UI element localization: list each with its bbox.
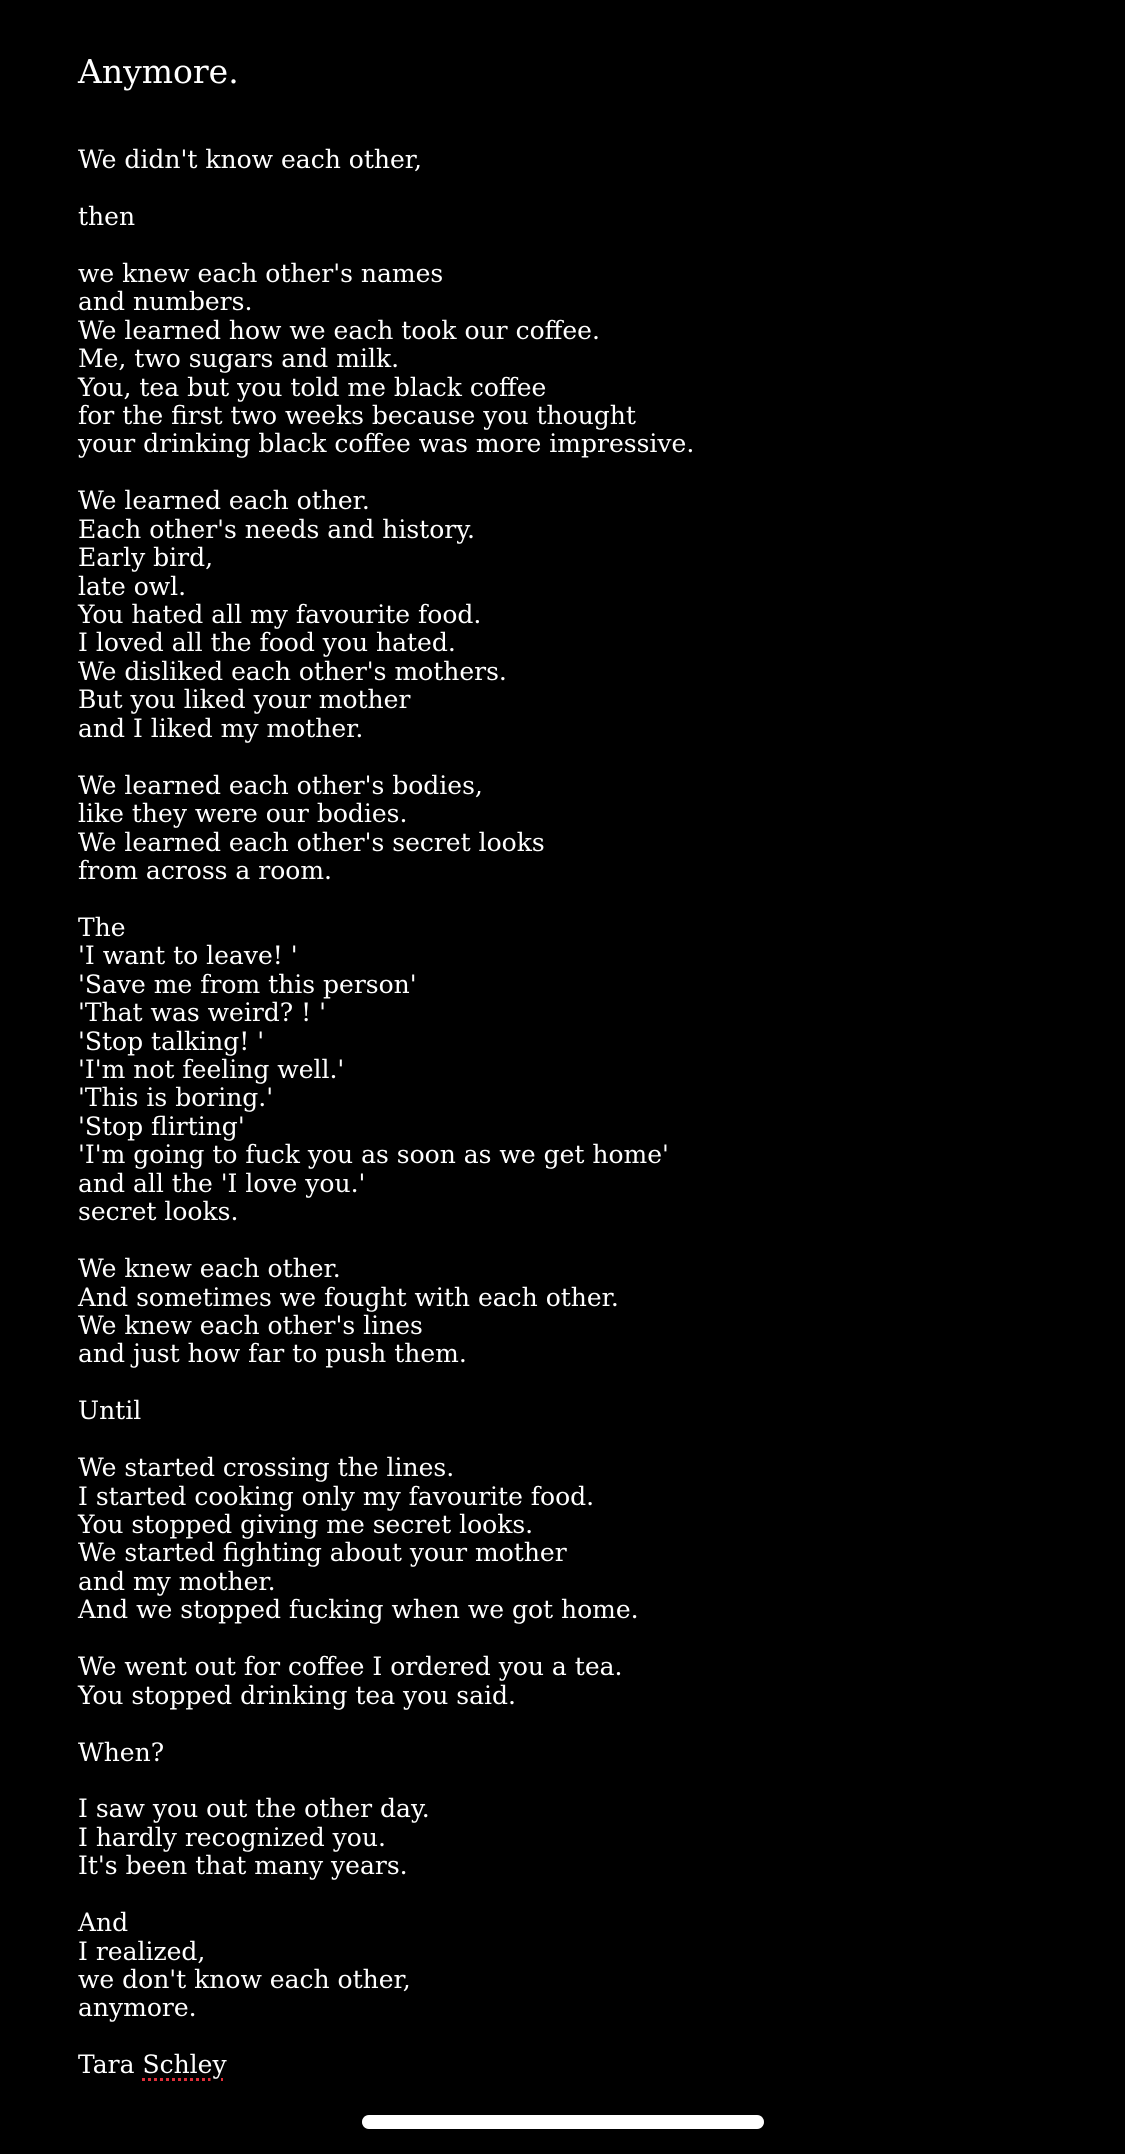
- stanza-break: [78, 1881, 1078, 1909]
- poem-line: Until: [78, 1396, 142, 1426]
- poem-line: The: [78, 912, 126, 942]
- poem-line: We disliked each other's mothers.: [78, 656, 507, 686]
- poem-line: 'That was weird? ! ': [78, 998, 326, 1028]
- poem-line: 'I'm not feeling well.': [78, 1055, 345, 1084]
- poem-line: late owl.: [78, 571, 187, 601]
- stanza-break: [78, 1767, 1078, 1795]
- stanza-break: [78, 1625, 1078, 1653]
- note-body[interactable]: [78, 146, 1078, 2080]
- author-last-name: Schley: [142, 2050, 227, 2080]
- stanza-break: [78, 1227, 1078, 1255]
- poem-line: Me, two sugars and milk.: [78, 344, 400, 374]
- poem-line: like they were our bodies.: [78, 799, 408, 829]
- home-indicator[interactable]: [362, 2115, 764, 2129]
- poem-line: We knew each other's lines: [78, 1310, 423, 1340]
- stanza-break: [78, 231, 1078, 259]
- poem-line: I saw you out the other day.: [78, 1794, 430, 1824]
- stanza-break: [78, 459, 1078, 487]
- stanza-break: [78, 2023, 1078, 2051]
- stanza-break: [78, 743, 1078, 771]
- poem-line: When?: [78, 1737, 165, 1767]
- poem-line: I hardly recognized you.: [78, 1822, 386, 1852]
- poem-line: your drinking black coffee was more impressive.: [78, 429, 695, 459]
- stanza-break: [78, 1710, 1078, 1738]
- poem-line: from across a room.: [78, 855, 332, 885]
- poem-line: You stopped giving me secret looks.: [78, 1510, 534, 1539]
- poem-line: I started cooking only my favourite food.: [78, 1481, 595, 1511]
- poem-line: You stopped drinking tea you said.: [78, 1680, 516, 1710]
- stanza-break: [78, 885, 1078, 913]
- poem-line: I realized,: [78, 1936, 206, 1966]
- poem-line: and numbers.: [78, 287, 253, 317]
- poem-line: Early bird,: [78, 543, 214, 573]
- poem-line: we knew each other's names: [78, 258, 444, 288]
- poem-line: 'Stop flirting': [78, 1111, 245, 1141]
- stanza-break: [78, 174, 1078, 202]
- poem-line: for the first two weeks because you thought: [78, 400, 636, 430]
- note-title[interactable]: Anymore.: [78, 52, 239, 91]
- poem-line: We learned each other's secret looks: [78, 827, 545, 857]
- poem-line: Each other's needs and history.: [78, 514, 475, 544]
- poem-line: We didn't know each other,: [78, 145, 422, 174]
- poem-line: And sometimes we fought with each other.: [78, 1282, 619, 1312]
- poem-line: anymore.: [78, 1993, 197, 2023]
- poem-line: and I liked my mother.: [78, 713, 364, 743]
- poem-line: and all the 'I love you.': [78, 1168, 366, 1198]
- poem-line: You, tea but you told me black coffee: [78, 372, 547, 402]
- poem-line: And we stopped fucking when we got home.: [78, 1595, 639, 1625]
- poem-line: 'I'm going to fuck you as soon as we get home': [78, 1140, 669, 1170]
- poem-line: We learned each other's bodies,: [78, 770, 483, 800]
- poem-line: secret looks.: [78, 1197, 239, 1227]
- poem-line: 'Stop talking! ': [78, 1026, 265, 1056]
- poem-line: We started fighting about your mother: [78, 1538, 567, 1568]
- poem-line: 'This is boring.': [78, 1083, 274, 1113]
- poem-line: and just how far to push them.: [78, 1339, 467, 1369]
- poem-line: We learned how we each took our coffee.: [78, 315, 600, 345]
- poem-line: We went out for coffee I ordered you a tea.: [78, 1652, 623, 1682]
- poem-line: It's been that many years.: [78, 1851, 408, 1881]
- stanza-break: [78, 1369, 1078, 1397]
- poem-line: 'I want to leave! ': [78, 941, 298, 971]
- author-first-name: Tara: [78, 2050, 135, 2080]
- poem-line: I loved all the food you hated.: [78, 628, 456, 658]
- poem-line: We knew each other.: [78, 1254, 341, 1284]
- poem-line: 'Save me from this person': [78, 969, 417, 999]
- poem-line: We learned each other.: [78, 486, 370, 516]
- poem-line: But you liked your mother: [78, 685, 411, 715]
- poem-line: You hated all my favourite food.: [78, 600, 482, 629]
- author-signature: [78, 2051, 1078, 2079]
- poem-line: and my mother.: [78, 1566, 276, 1596]
- stanza-break: [78, 1426, 1078, 1454]
- poem-line: And: [78, 1908, 129, 1938]
- poem-line: we don't know each other,: [78, 1965, 411, 1994]
- poem-line: then: [78, 201, 136, 231]
- poem-line: We started crossing the lines.: [78, 1453, 455, 1483]
